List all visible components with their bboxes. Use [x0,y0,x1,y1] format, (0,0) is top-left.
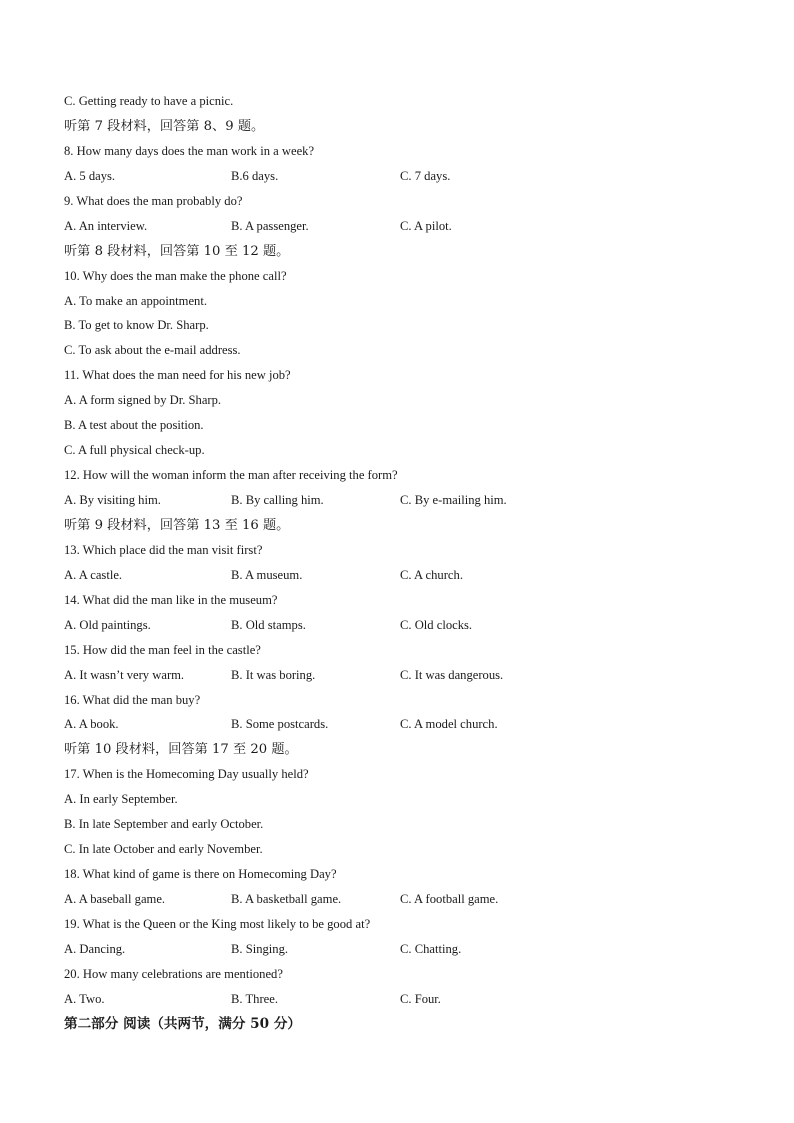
answer-options-row [64,488,744,513]
line-text: 11. What does the man need for his new job? [64,368,291,383]
line-text: C. A full physical check-up. [64,443,205,458]
question-line [64,438,744,463]
answer-option-b: B. Three. [231,991,278,1006]
line-text: A. A form signed by Dr. Sharp. [64,393,222,408]
answer-options-row [64,613,744,638]
answer-option-c: C. Chatting. [400,941,462,956]
answer-option-b: B.6 days. [231,168,279,183]
question-line [64,89,744,114]
answer-option-b: B. By calling him. [231,493,324,507]
answer-option-b: B. A basketball game. [231,892,342,906]
answer-option-b: B. It was boring. [231,667,316,682]
question-line [64,762,744,787]
line-text: B. A test about the position. [64,418,204,433]
question-line [64,837,744,862]
line-text: C. In late October and early November. [64,842,263,857]
line-text: C. Getting ready to have a picnic. [64,94,234,108]
line-text: 10. Why does the man make the phone call? [64,268,287,283]
question-line [64,189,744,214]
answer-option-a: A. A book. [64,717,119,732]
line-text: 13. Which place did the man visit first? [64,542,263,557]
question-line [64,588,744,613]
line-text: 8. How many days does the man work in a week? [64,143,315,158]
line-text: 听第 7 段材料，回答第 8、9 题。 [64,118,265,134]
answer-option-b: B. Old stamps. [231,617,306,632]
answer-option-b: B. Some postcards. [231,717,329,732]
line-text: 18. What kind of game is there on Homecoming Day? [64,867,337,882]
answer-option-c: C. A football game. [400,892,499,906]
answer-option-a: A. Old paintings. [64,617,151,632]
question-line [64,363,744,388]
question-line [64,388,744,413]
answer-option-b: B. Singing. [231,941,289,956]
line-text: 12. How will the woman inform the man after receiving the form? [64,468,398,483]
line-text: 14. What did the man like in the museum? [64,592,278,607]
line-text: 第二部分 阅读（共两节，满分 50 分） [64,1015,302,1032]
question-line [64,413,744,438]
question-line [64,912,744,937]
answer-option-c: C. By e-mailing him. [400,493,507,507]
part-heading [64,1012,744,1037]
line-text: 15. How did the man feel in the castle? [64,642,261,657]
question-line [64,289,744,314]
line-text: 听第 8 段材料，回答第 10 至 12 题。 [64,243,290,259]
answer-options-row [64,887,744,912]
answer-option-a: A. Two. [64,991,105,1006]
line-text: B. In late September and early October. [64,817,264,832]
answer-option-a: A. By visiting him. [64,493,161,507]
question-line [64,638,744,663]
line-text: C. To ask about the e-mail address. [64,343,241,358]
line-text: 16. What did the man buy? [64,692,201,707]
question-line [64,688,744,713]
listening-section-heading [64,737,744,762]
answer-options-row [64,214,744,239]
answer-option-a: A. It wasn’t very warm. [64,667,185,682]
line-text: 19. What is the Queen or the King most likely to be good at? [64,916,371,931]
question-line [64,787,744,812]
answer-options-row [64,663,744,688]
answer-option-a: A. 5 days. [64,168,116,183]
answer-options-row [64,164,744,189]
question-line [64,338,744,363]
line-text: A. To make an appointment. [64,293,207,308]
question-line [64,463,744,488]
listening-section-heading [64,239,744,264]
question-line [64,962,744,987]
line-text: 听第 9 段材料，回答第 13 至 16 题。 [64,517,290,533]
question-line [64,812,744,837]
line-text: 9. What does the man probably do? [64,193,243,208]
line-text: 17. When is the Homecoming Day usually held? [64,767,309,782]
line-text: 听第 10 段材料，回答第 17 至 20 题。 [64,742,298,758]
line-text: A. In early September. [64,792,178,807]
answer-option-c: C. It was dangerous. [400,667,504,682]
answer-option-c: C. 7 days. [400,168,451,183]
answer-option-a: A. A baseball game. [64,892,166,906]
answer-option-c: C. Four. [400,991,441,1006]
answer-option-c: C. Old clocks. [400,617,473,632]
answer-option-a: A. Dancing. [64,941,126,956]
question-line [64,862,744,887]
question-line [64,264,744,289]
listening-section-heading [64,114,744,139]
question-line [64,313,744,338]
answer-option-c: C. A pilot. [400,218,452,233]
line-text: B. To get to know Dr. Sharp. [64,318,209,333]
listening-questions [64,89,744,1037]
answer-option-c: C. A model church. [400,717,498,732]
answer-option-a: A. An interview. [64,218,148,233]
answer-options-row [64,563,744,588]
question-line [64,538,744,563]
listening-section-heading [64,513,744,538]
question-line [64,139,744,164]
answer-option-c: C. A church. [400,567,463,582]
answer-options-row [64,712,744,737]
answer-option-b: B. A passenger. [231,218,309,233]
answer-options-row [64,987,744,1012]
answer-option-b: B. A museum. [231,567,303,582]
answer-option-a: A. A castle. [64,567,123,582]
line-text: 20. How many celebrations are mentioned? [64,966,283,981]
answer-options-row [64,937,744,962]
